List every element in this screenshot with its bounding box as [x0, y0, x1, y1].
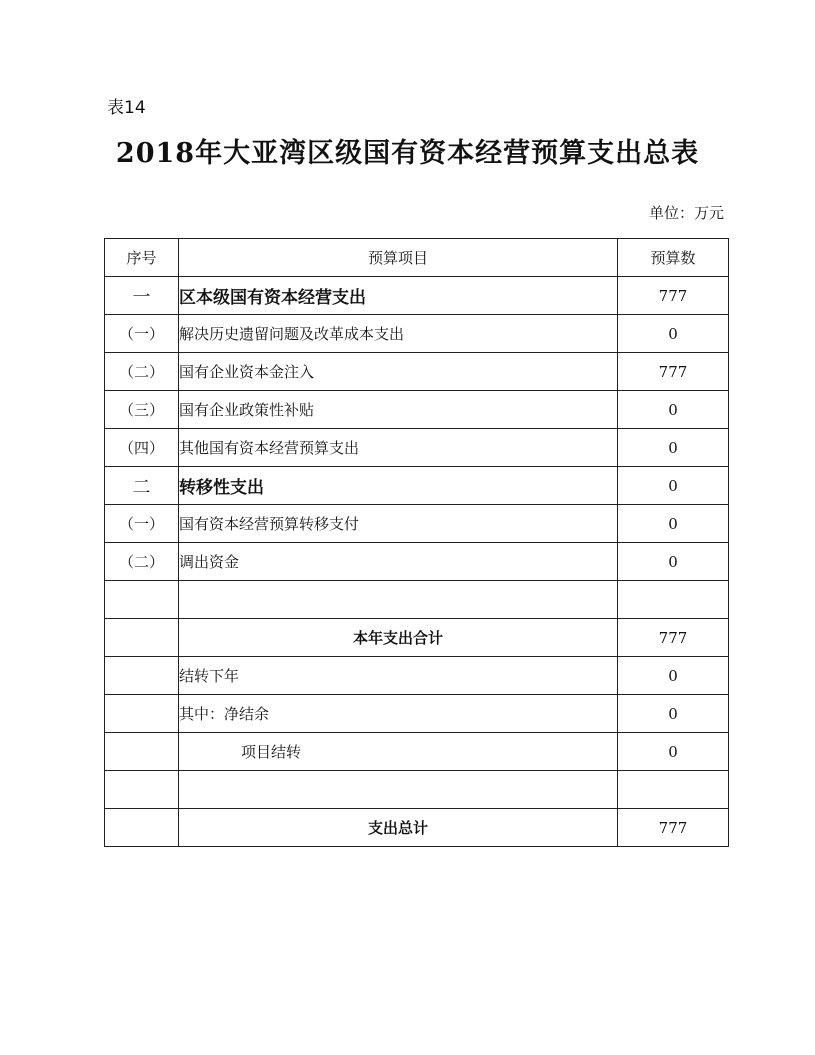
unit-label: 单位：万元: [648, 204, 724, 222]
table-row: [105, 315, 729, 353]
row-amount: 0: [618, 543, 729, 581]
row-seq: [105, 657, 179, 695]
row-item: 其中：净结余: [179, 695, 618, 733]
row-seq: （二）: [105, 353, 179, 391]
row-seq: [105, 733, 179, 771]
row-item: 其他国有资本经营预算支出: [179, 429, 618, 467]
row-seq: 一: [105, 277, 179, 315]
row-seq: [105, 695, 179, 733]
row-amount: 0: [618, 315, 729, 353]
row-item: 调出资金: [179, 543, 618, 581]
row-amount: [618, 771, 729, 809]
row-amount: 777: [618, 277, 729, 315]
row-item: 国有企业政策性补贴: [179, 391, 618, 429]
header-amount: 预算数: [618, 239, 729, 277]
row-amount: 0: [618, 429, 729, 467]
row-amount: 777: [618, 353, 729, 391]
row-item: 区本级国有资本经营支出: [179, 277, 618, 315]
table-row: [105, 429, 729, 467]
table-number: 表14: [107, 98, 146, 118]
row-amount: 0: [618, 733, 729, 771]
table-row: [105, 391, 729, 429]
row-seq: （三）: [105, 391, 179, 429]
row-item: 转移性支出: [179, 467, 618, 505]
row-seq: [105, 809, 179, 847]
row-item: 解决历史遗留问题及改革成本支出: [179, 315, 618, 353]
total-row: [105, 809, 729, 847]
table-row: [105, 733, 729, 771]
row-item: 支出总计: [179, 809, 618, 847]
table-header-row: [105, 239, 729, 277]
table-row: [105, 353, 729, 391]
row-seq: [105, 581, 179, 619]
row-amount: 777: [618, 619, 729, 657]
row-seq: [105, 619, 179, 657]
page-title: 2018年大亚湾区级国有资本经营预算支出总表: [115, 138, 700, 169]
table-row: [105, 657, 729, 695]
row-item: 国有资本经营预算转移支付: [179, 505, 618, 543]
row-amount: 0: [618, 657, 729, 695]
table-row: [105, 695, 729, 733]
header-item: 预算项目: [179, 239, 618, 277]
row-item: 结转下年: [179, 657, 618, 695]
row-seq: （二）: [105, 543, 179, 581]
row-item: [179, 771, 618, 809]
row-amount: 0: [618, 467, 729, 505]
subtotal-row: [105, 619, 729, 657]
row-item: 国有企业资本金注入: [179, 353, 618, 391]
row-amount: 0: [618, 391, 729, 429]
row-amount: 0: [618, 695, 729, 733]
budget-table: [104, 238, 729, 847]
row-item: [179, 581, 618, 619]
table-row-empty: [105, 581, 729, 619]
table-row-empty: [105, 771, 729, 809]
row-seq: 二: [105, 467, 179, 505]
table-row: [105, 505, 729, 543]
row-seq: （一）: [105, 315, 179, 353]
row-amount: 777: [618, 809, 729, 847]
table-row: [105, 467, 729, 505]
row-seq: （一）: [105, 505, 179, 543]
row-seq: [105, 771, 179, 809]
row-seq: （四）: [105, 429, 179, 467]
row-item: 本年支出合计: [179, 619, 618, 657]
row-amount: [618, 581, 729, 619]
row-amount: 0: [618, 505, 729, 543]
row-item: 项目结转: [179, 733, 618, 771]
table-row: [105, 277, 729, 315]
header-seq: 序号: [105, 239, 179, 277]
table-row: [105, 543, 729, 581]
